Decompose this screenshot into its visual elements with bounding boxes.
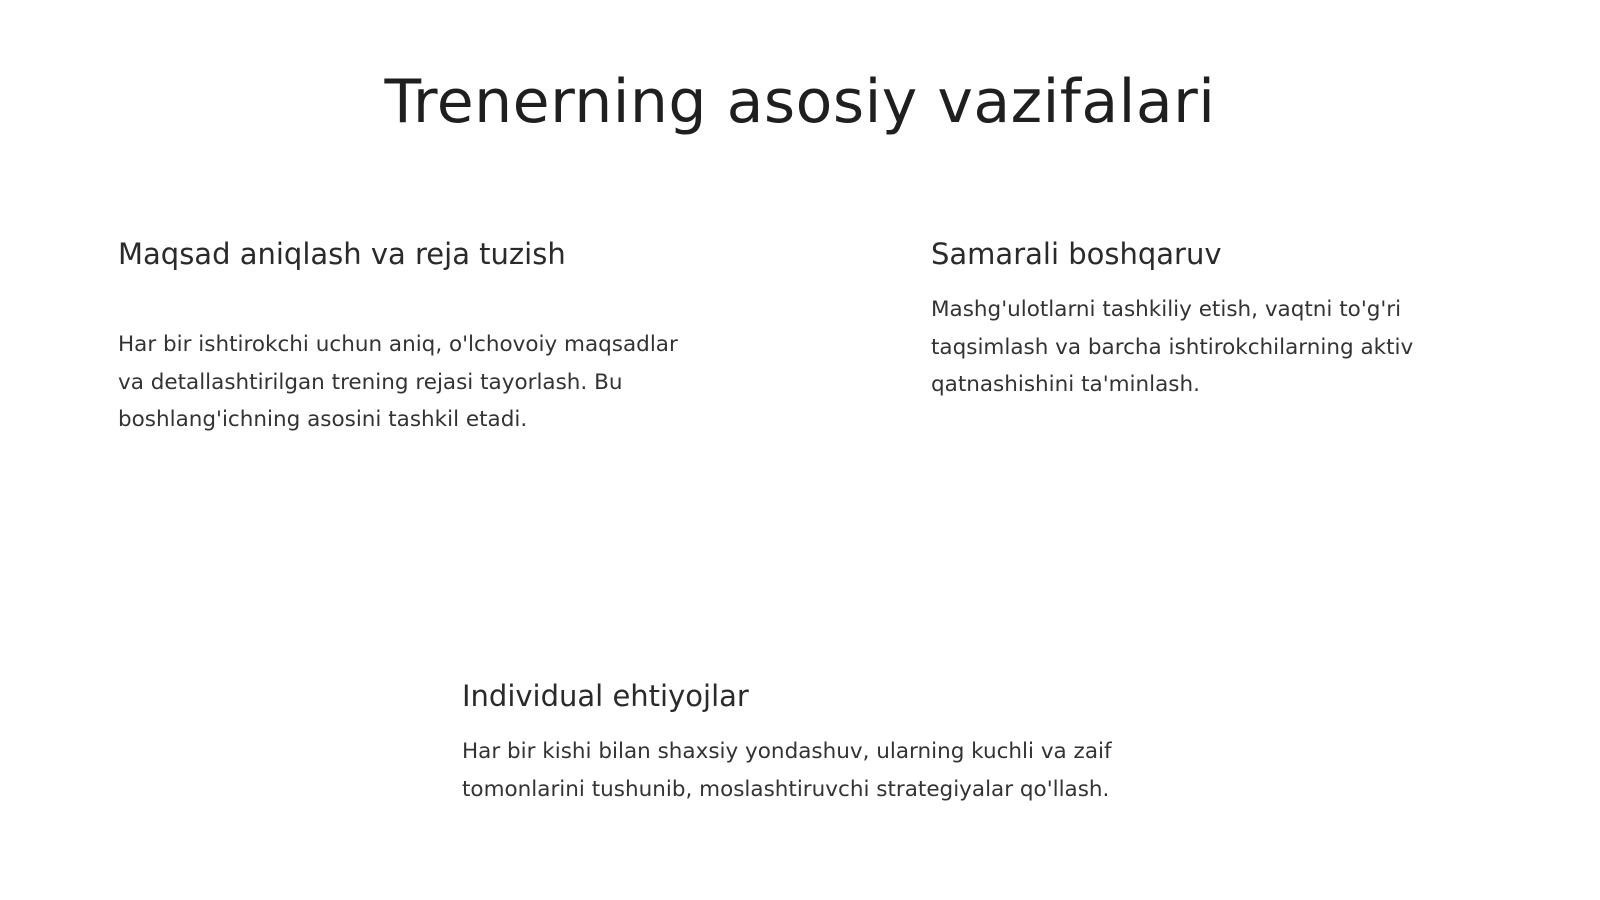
card-description-line: Mashg'ulotlarni tashkiliy etish, vaqtni to'g'ri xyxy=(931,297,1402,322)
card-description-line: Har bir ishtirokchi uchun aniq, o'lchovoiy maqsadlar xyxy=(118,332,678,357)
card-individual-needs xyxy=(462,676,1182,808)
page-title: Trenerning asosiy vazifalari xyxy=(384,67,1216,137)
card-heading: Samarali boshqaruv xyxy=(931,237,1222,271)
card-goal-setting xyxy=(118,234,728,439)
card-description-line: qatnashishini ta'minlash. xyxy=(931,372,1200,397)
card-description xyxy=(931,291,1491,404)
card-description-line: tomonlarini tushunib, moslashtiruvchi strategiyalar qo'llash. xyxy=(462,776,1110,802)
card-effective-management xyxy=(931,234,1491,404)
card-description xyxy=(462,733,1182,808)
card-description-line: boshlang'ichning asosini tashkil etadi. xyxy=(118,407,528,432)
card-description-line: taqsimlash va barcha ishtirokchilarning aktiv xyxy=(931,334,1414,360)
card-heading: Individual ehtiyojlar xyxy=(462,679,749,713)
card-description-line: va detallashtirilgan trening rejasi tayorlash. Bu xyxy=(118,369,623,395)
card-heading: Maqsad aniqlash va reja tuzish xyxy=(118,237,566,271)
card-description xyxy=(118,326,728,439)
card-description-line: Har bir kishi bilan shaxsiy yondashuv, ularning kuchli va zaif xyxy=(462,739,1112,764)
